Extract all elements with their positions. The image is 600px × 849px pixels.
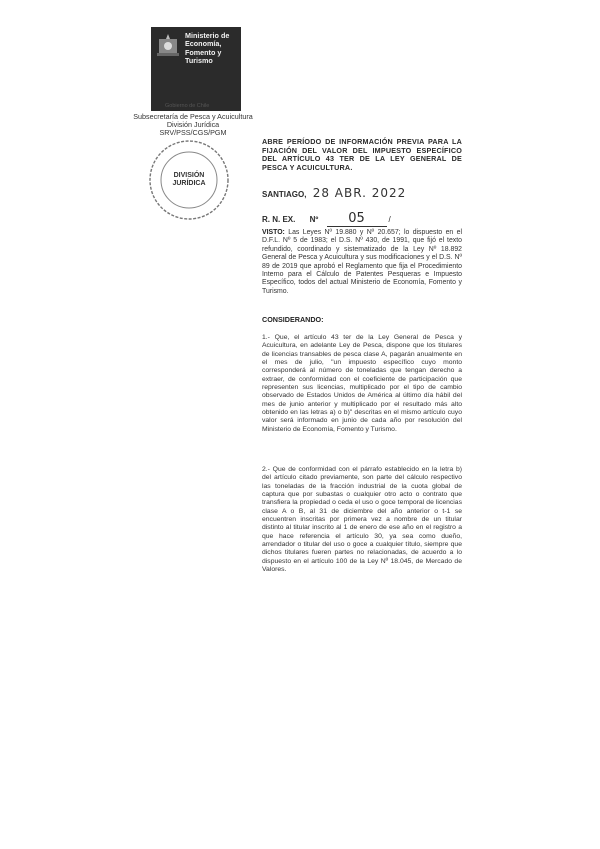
date-stamp: 28 ABR. 2022	[312, 186, 407, 200]
date-line	[262, 186, 406, 200]
stamp-line-1: DIVISIÓN	[173, 172, 205, 179]
document-title: ABRE PERÍODO DE INFORMACIÓN PREVIA PARA LA FIJACIÓN DEL VALOR DEL IMPUESTO ESPECÍFICO DEL ARTÍCULO 43 TER DE LA LEY GENERAL DE PESCA Y ACUICULTURA.	[262, 137, 462, 172]
resolution-number-line	[262, 211, 391, 227]
office-reference: SRV/PSS/CGS/PGM	[159, 128, 227, 138]
considerando-paragraph-1: 1.- Que, el artículo 43 ter de la Ley General de Pesca y Acuicultura, en adelante Ley de Pesca, dispone que los titulares de licencias transables de pesca clase A, pagarán anualmente en el mes de julio, "un impuesto específico cuyo monto corresponderá al número de toneladas que tengan derecho a extraer, de conformidad con el coeficiente de participación que representen sus licencias, multiplicado por el tipo de cambio observado de Estados Unidos de América al último día hábil del mes de junio anterior y multiplicado por el resultado más alto obtenido en las letras a) o b)" descritas en el mismo artículo cuyo valor será informado en junio de cada año por resolución del Ministerio de Economía, Fomento y Turismo.	[262, 334, 462, 433]
issuing-office	[118, 113, 268, 138]
date-label: SANTIAGO,	[262, 190, 307, 199]
visto-text: Las Leyes Nº 19.880 y Nº 20.657; lo dispuesto en el D.F.L. Nº 5 de 1983; el D.S. Nº 430, de 1991, que fijó el texto refundido, coordinado y sistematizado de la Ley Nº 18.892 General de Pesca y Acuicultura y sus modificaciones y el D.S. Nº 89 de 2019 que aprobó el Reglamento que fija el Procedimiento Interno para el Cálculo de Patentes Pesqueras e Impuesto Específico, todos del actual Ministerio de Economía, Fomento y Turismo.	[262, 229, 462, 295]
division-stamp	[146, 137, 232, 223]
ministry-name: Ministerio de Economía, Fomento y Turismo	[185, 31, 230, 65]
stamp-line-2: JURÍDICA	[172, 180, 206, 187]
visto-section	[262, 229, 462, 296]
government-label: Gobierno de Chile	[165, 103, 210, 109]
resolution-label: R. N. EX.	[262, 215, 296, 224]
coat-of-arms-icon	[157, 33, 179, 57]
resolution-slash: /	[388, 215, 391, 224]
ministry-logo	[151, 27, 241, 111]
number-label: Nº	[309, 215, 319, 224]
office-division: División Jurídica	[166, 120, 220, 130]
visto-label: VISTO:	[262, 229, 285, 236]
resolution-number: 05	[327, 211, 387, 227]
considerando-paragraph-2: 2.- Que de conformidad con el párrafo establecido en la letra b) del artículo citado previamente, son parte del cálculo respectivo las toneladas de la fracción industrial de la cuota global de captura que por subastas o cualquier otro acto o contrato que transfiera la propiedad o ceda el uso o goce temporal de licencias clase A o B, al 31 de diciembre del año anterior o t-1 se encuentren inscritas por primera vez a nombre de un titular distinto al titular inscrito al 1 de enero de ese año en el registro a que hace referencia el artículo 30, ya sea como dueño, arrendador o titular del uso o goce a cualquier título, siempre que dichos titulares fueren partes no relacionadas, de acuerdo a lo dispuesto en el artículo 100 de la Ley Nº 18.045, de Mercado de Valores.	[262, 466, 462, 574]
office-name: Subsecretaría de Pesca y Acuicultura	[133, 112, 253, 121]
considerando-heading: CONSIDERANDO:	[262, 315, 324, 324]
